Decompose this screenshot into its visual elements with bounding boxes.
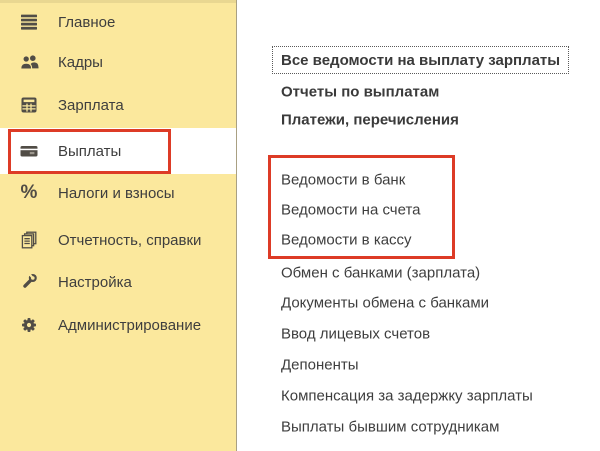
sidebar-item-nalogi-i-vznosy[interactable] bbox=[0, 171, 236, 215]
link-vse-vedomosti[interactable]: Все ведомости на выплату зарплаты bbox=[272, 46, 569, 74]
sidebar-item-label: Главное bbox=[58, 13, 116, 31]
people-icon bbox=[19, 52, 39, 72]
sidebar-item-label: Зарплата bbox=[58, 96, 124, 114]
link-vedomosti-v-kassu[interactable]: Ведомости в кассу bbox=[281, 231, 412, 249]
gear-icon bbox=[19, 315, 39, 335]
wrench-icon bbox=[19, 272, 39, 292]
link-deponenty[interactable]: Депоненты bbox=[281, 356, 359, 374]
link-platezhi-perechisleniya[interactable]: Платежи, перечисления bbox=[281, 111, 459, 129]
link-obmen-s-bankami[interactable]: Обмен с банками (зарплата) bbox=[281, 264, 481, 282]
sidebar bbox=[0, 0, 237, 451]
link-vyplaty-byvshim-sotrudnikam[interactable]: Выплаты бывшим сотрудникам bbox=[281, 418, 500, 436]
documents-icon bbox=[19, 230, 39, 250]
sidebar-item-label: Настройка bbox=[58, 273, 132, 291]
calculator-icon bbox=[19, 95, 39, 115]
sidebar-item-label: Выплаты bbox=[58, 142, 122, 160]
sidebar-item-label: Кадры bbox=[58, 53, 103, 71]
link-dokumenty-obmena[interactable]: Документы обмена с банками bbox=[281, 294, 490, 312]
link-vedomosti-na-scheta[interactable]: Ведомости на счета bbox=[281, 201, 421, 219]
percent-icon: % bbox=[20, 182, 38, 203]
sidebar-item-nastroika[interactable] bbox=[0, 260, 236, 304]
sidebar-item-kadry[interactable] bbox=[0, 40, 236, 84]
sidebar-item-vyplaty[interactable] bbox=[0, 128, 236, 174]
link-otchety-po-vyplatam[interactable]: Отчеты по выплатам bbox=[281, 83, 440, 101]
link-vedomosti-v-bank[interactable]: Ведомости в банк bbox=[281, 171, 406, 189]
card-icon bbox=[19, 141, 39, 161]
link-kompensatsiya-za-zaderzhku[interactable]: Компенсация за задержку зарплаты bbox=[281, 387, 533, 405]
sidebar-item-glavnoe[interactable] bbox=[0, 0, 236, 44]
sidebar-item-label: Отчетность, справки bbox=[58, 231, 202, 249]
sidebar-item-label: Администрирование bbox=[58, 316, 202, 334]
sidebar-item-administrirovanie[interactable] bbox=[0, 303, 236, 347]
sidebar-item-zarplata[interactable] bbox=[0, 83, 236, 127]
sidebar-item-otchetnost-spravki[interactable] bbox=[0, 218, 236, 262]
link-vvod-litsevyh-schetov[interactable]: Ввод лицевых счетов bbox=[281, 325, 431, 343]
menu-icon bbox=[19, 12, 39, 32]
sidebar-item-label: Налоги и взносы bbox=[58, 184, 175, 202]
